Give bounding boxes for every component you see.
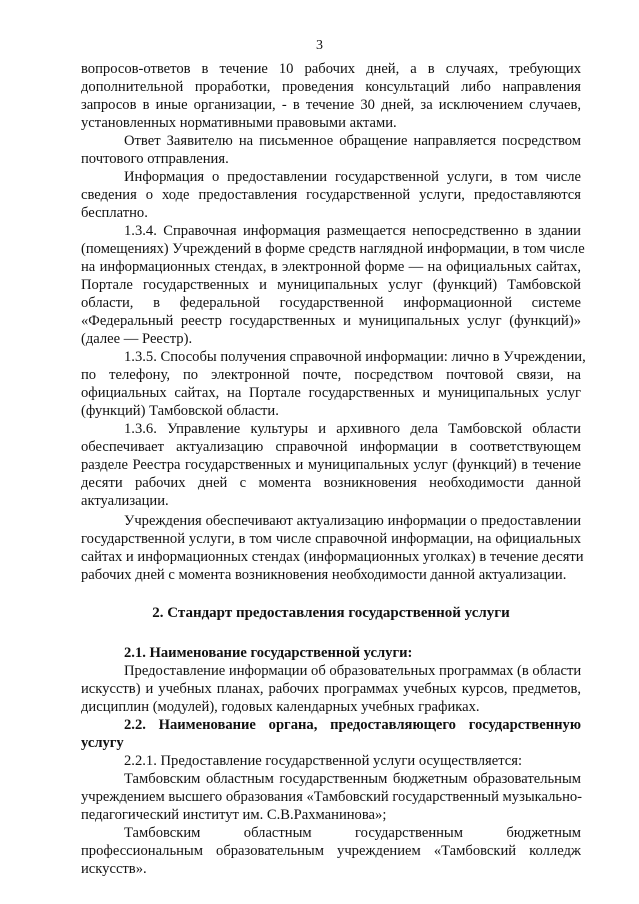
subsection-title: 2.1. Наименование государственной услуги: bbox=[124, 645, 413, 661]
text-line: дисциплин (модулей), годовых календарных учебных графиках. bbox=[81, 699, 480, 715]
text-line: (далее — Реестр). bbox=[81, 331, 193, 347]
paragraph-1-3-6 bbox=[81, 420, 581, 510]
text-line: по телефону, по электронной почте, посредством почтовой связи, на bbox=[81, 367, 581, 383]
section-heading: 2. Стандарт предоставления государственной услуги bbox=[152, 605, 510, 621]
paragraph-1-3-4 bbox=[81, 222, 585, 348]
text-line: на информационных стендах, в электронной форме — на официальных сайтах, bbox=[81, 259, 581, 275]
text-line: установленных нормативными правовыми актами. bbox=[81, 115, 397, 131]
text-line: искусств». bbox=[81, 861, 147, 877]
text-line: искусств) и учебных планах, рабочих программах учебных курсов, предметов, bbox=[81, 681, 581, 697]
text-line: 1.3.6. Управление культуры и архивного дела Тамбовской области bbox=[124, 421, 581, 437]
text-line: рабочих дней с момента возникновения необходимости данной актуализации. bbox=[81, 567, 567, 583]
text-line: официальных сайтах, на Портале государственных и муниципальных услуг bbox=[81, 385, 581, 401]
text-line: разделе Реестра государственных и муниципальных услуг (функций) в течение bbox=[81, 457, 581, 473]
page-number: 3 bbox=[316, 38, 323, 53]
text-line: Информация о предоставлении государственной услуги, в том числе bbox=[124, 169, 581, 185]
text-line: Ответ Заявителю на письменное обращение направляется посредством bbox=[124, 133, 581, 149]
text-line: Тамбовским областным государственным бюджетным bbox=[124, 825, 581, 841]
text-line: профессиональным образовательным учреждением «Тамбовский колледж bbox=[81, 843, 581, 859]
subsection-2-2 bbox=[81, 716, 581, 878]
text-line: (функций) Тамбовской области. bbox=[81, 403, 279, 419]
text-line: 1.3.4. Справочная информация размещается непосредственно в здании bbox=[124, 223, 581, 239]
subsection-2-1 bbox=[81, 644, 581, 716]
paragraph-3 bbox=[81, 168, 581, 222]
text-line: «Федеральный реестр государственных и муниципальных услуг (функций)» bbox=[81, 313, 581, 329]
text-line: учреждением высшего образования «Тамбовский государственный музыкально- bbox=[81, 789, 583, 805]
text-line: государственной услуги, в том числе справочной информации, на официальных bbox=[81, 531, 581, 547]
text-line: актуализации. bbox=[81, 493, 169, 509]
paragraph-2 bbox=[81, 132, 581, 168]
text-line: 2.2.1. Предоставление государственной услуги осуществляется: bbox=[124, 753, 523, 769]
text-line: Учреждения обеспечивают актуализацию информации о предоставлении bbox=[124, 513, 581, 529]
text-line: (помещениях) Учреждений в форме средств наглядной информации, в том числе bbox=[81, 241, 585, 257]
text-line: Портале государственных и муниципальных услуг (функций) Тамбовской bbox=[81, 277, 581, 293]
text-line: области, в федеральной государственной информационной системе bbox=[81, 295, 581, 311]
text-line: педагогический институт им. С.В.Рахманинова»; bbox=[81, 807, 387, 823]
text-line: Тамбовским областным государственным бюджетным образовательным bbox=[124, 771, 581, 787]
text-line: десяти рабочих дней с момента возникновения необходимости данной bbox=[81, 475, 581, 491]
text-line: сайтах и информационных стендах (информационных уголках) в течение десяти bbox=[81, 549, 584, 565]
text-line: почтового отправления. bbox=[81, 151, 229, 167]
text-line: вопросов-ответов в течение 10 рабочих дней, а в случаях, требующих bbox=[81, 61, 581, 77]
text-line: запросов в иные организации, - в течение 30 дней, за исключением случаев, bbox=[81, 97, 581, 113]
text-line: дополнительной проработки, проведения консультаций либо направления bbox=[81, 79, 581, 95]
paragraph-1-3-5 bbox=[81, 348, 586, 420]
document-body bbox=[81, 60, 586, 878]
text-line: Предоставление информации об образовательных программах (в области bbox=[124, 663, 582, 679]
paragraph-7 bbox=[81, 512, 584, 584]
subsection-title: 2.2. Наименование органа, предоставляющего государственную bbox=[124, 717, 581, 733]
subsection-title: услугу bbox=[81, 735, 124, 751]
text-line: обеспечивает актуализацию справочной информации в соответствующем bbox=[81, 439, 581, 455]
text-line: сведения о ходе предоставления государственной услуги, предоставляются bbox=[81, 187, 581, 203]
paragraph-1 bbox=[81, 60, 581, 132]
text-line: 1.3.5. Способы получения справочной информации: лично в Учреждении, bbox=[124, 349, 586, 365]
text-line: бесплатно. bbox=[81, 205, 148, 221]
